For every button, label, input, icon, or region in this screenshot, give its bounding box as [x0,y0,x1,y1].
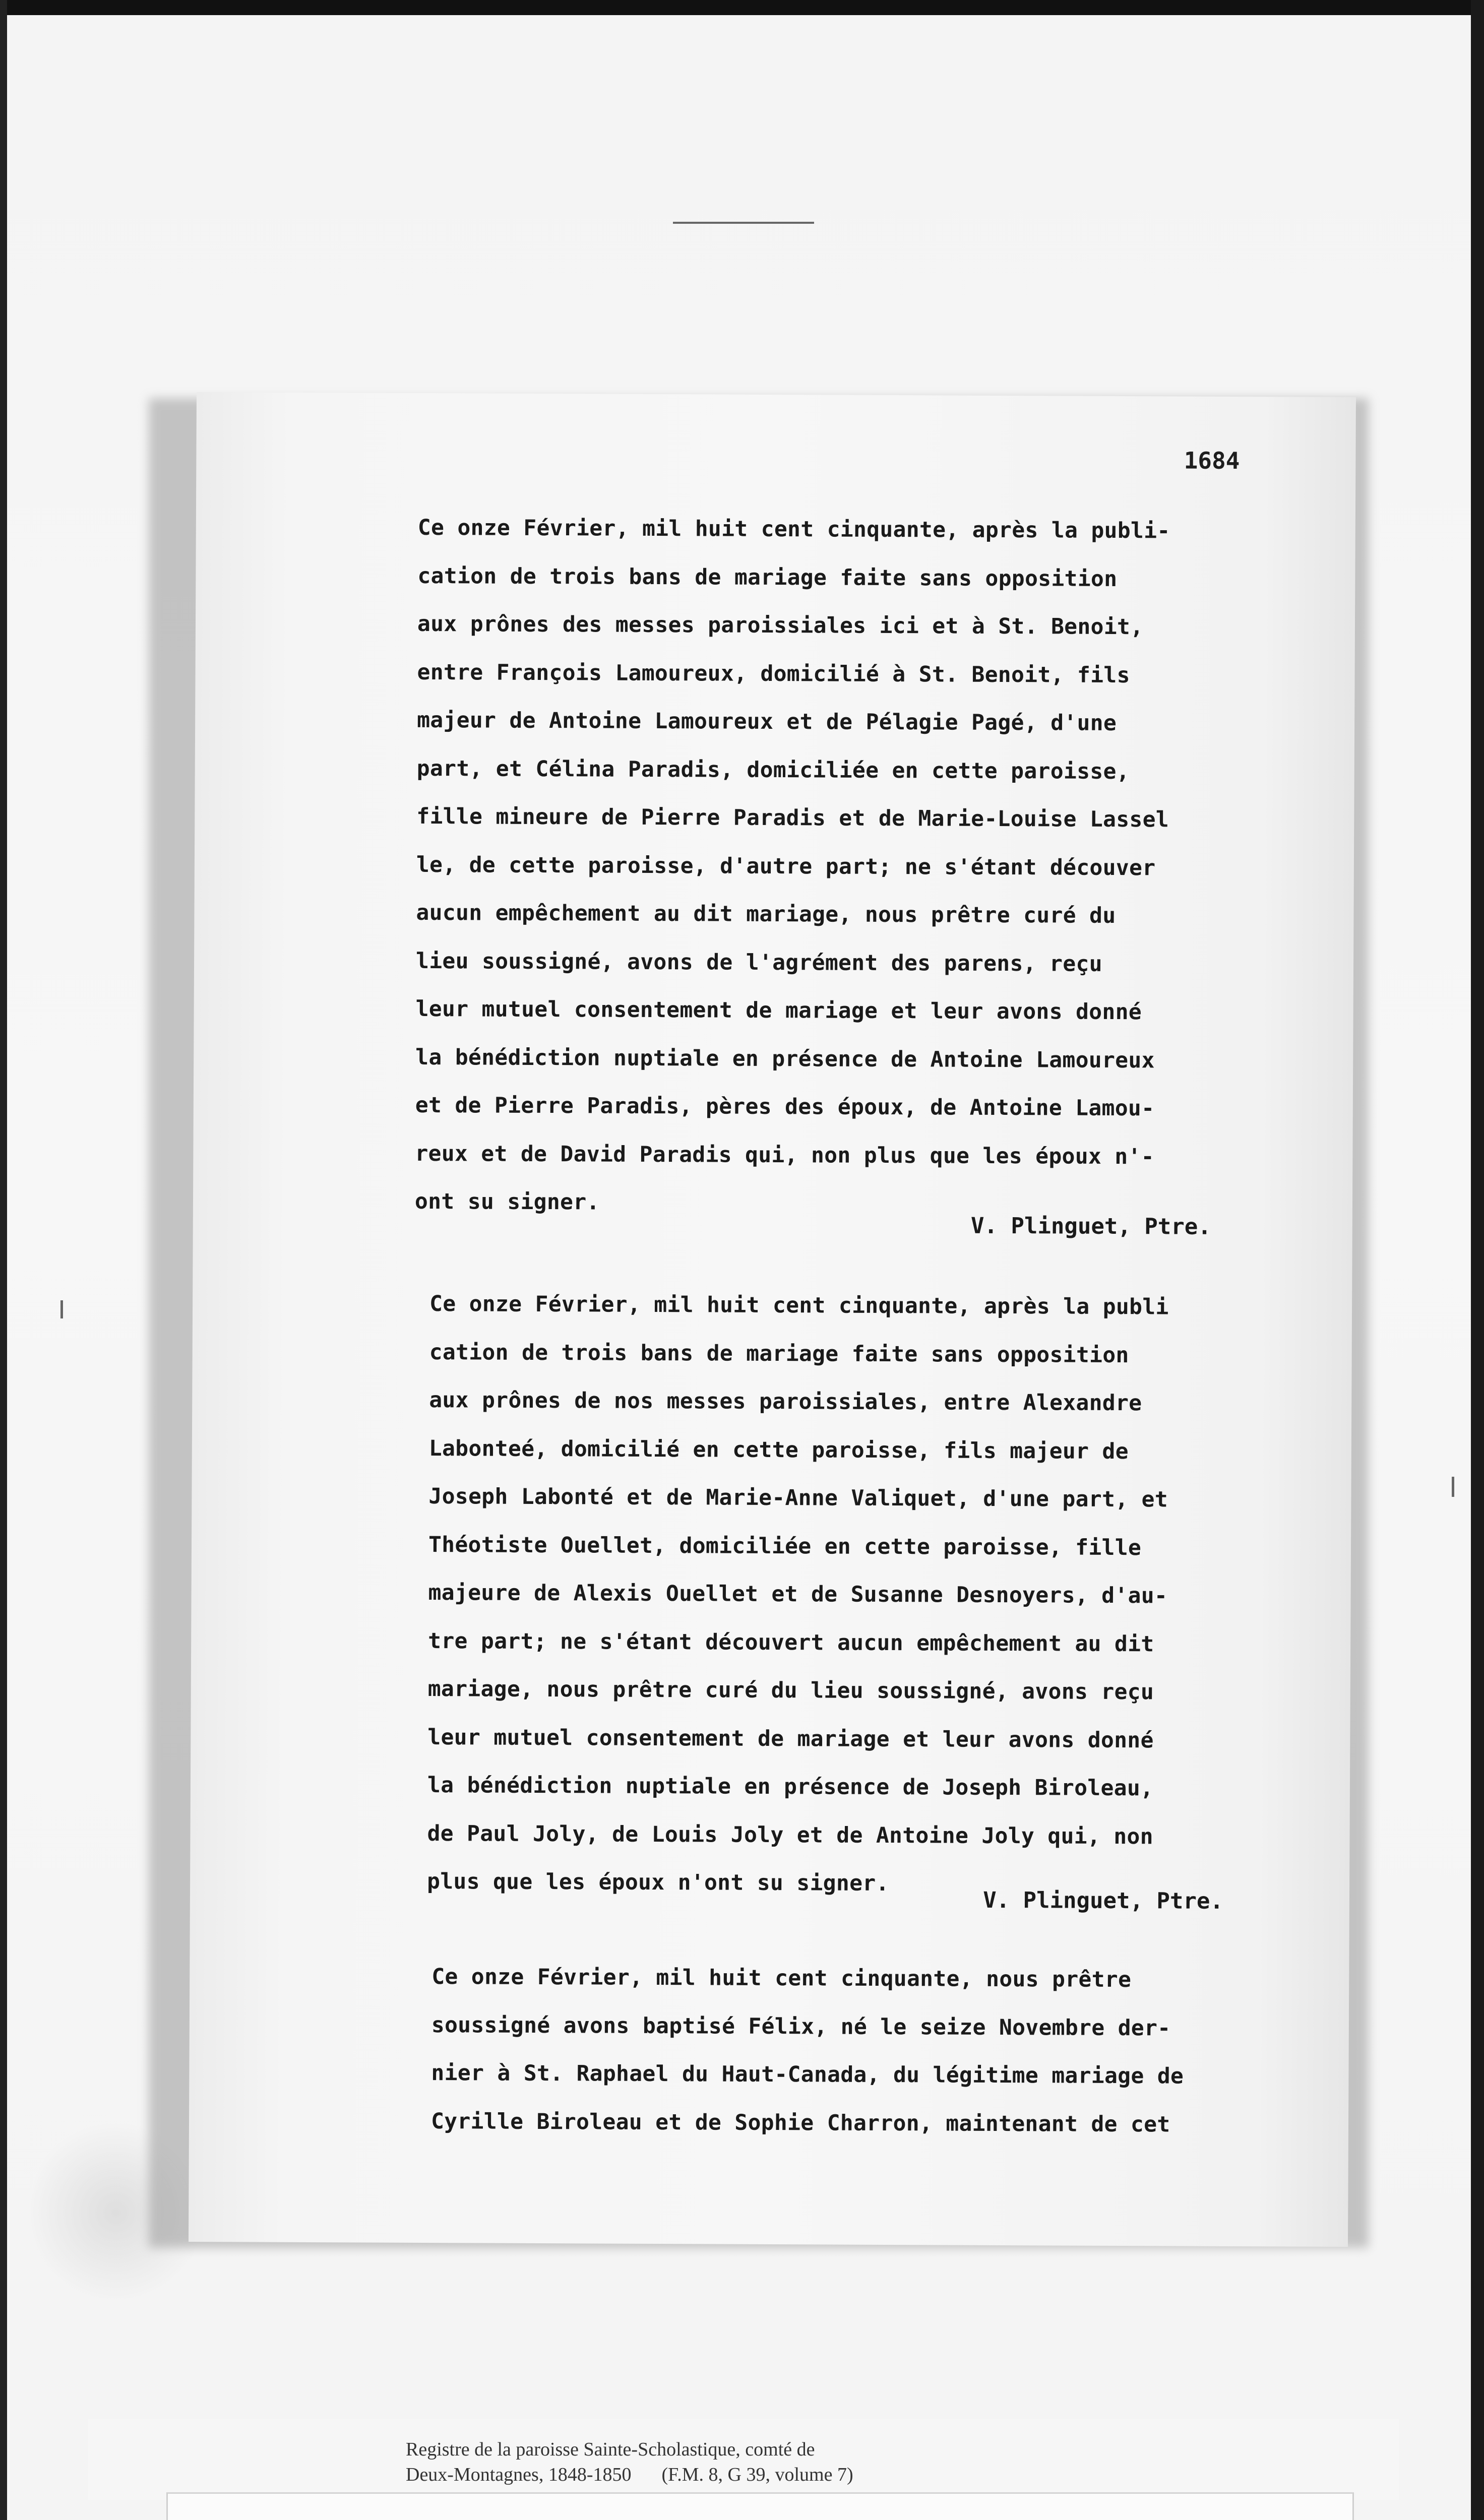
entry-line: nier à St. Raphael du Haut-Canada, du légitime mariage de [431,2060,1184,2089]
caption-line-2 [406,2462,853,2487]
entry-line: entre François Lamoureux, domicilié à St. Benoit, fils [417,659,1130,688]
entry-line: Ce onze Février, mil huit cent cinquante, après la publi [429,1291,1169,1320]
entry-line: majeur de Antoine Lamoureux et de Pélagie Pagé, d'une [417,707,1117,736]
entry-line: cation de trois bans de mariage faite sans opposition [417,563,1118,592]
entry-line: tre part; ne s'étant découvert aucun empêchement au dit [428,1628,1154,1657]
entry-line: Cyrille Biroleau et de Sophie Charron, maintenant de cet [430,2108,1170,2137]
entry-line: soussigné avons baptisé Félix, né le seize Novembre der- [431,2012,1171,2041]
entry-line: Ce onze Février, mil huit cent cinquante, après la publi- [417,515,1170,544]
entry-marriage-lamoureux [415,504,1305,1230]
entry-line: leur mutuel consentement de mariage et leur avons donné [415,996,1142,1025]
caption-location: Deux-Montagnes, 1848-1850 [406,2464,632,2485]
entry-line: Théotiste Ouellet, domiciliée en cette paroisse, fille [428,1532,1142,1560]
entry-line: ont su signer. [414,1188,600,1215]
entry-line: aux prônes des messes paroissiales ici et à St. Benoit, [417,611,1144,640]
entry-line: aucun empêchement au dit mariage, nous prêtre curé du [416,900,1116,928]
priest-signature: V. Plinguet, Ptre. [983,1887,1224,1914]
film-border-left [0,0,7,2520]
entry-line: part, et Célina Paradis, domiciliée en cette paroisse, [416,755,1130,784]
entry-line: la bénédiction nuptiale en présence de Antoine Lamoureux [415,1044,1155,1073]
entry-line: et de Pierre Paradis, pères des époux, de Antoine Lamou- [415,1092,1155,1121]
entry-line: lieu soussigné, avons de l'agrément des parens, reçu [415,948,1102,977]
entry-line: Labonteé, domicilié en cette paroisse, fils majeur de [428,1435,1129,1464]
entry-line: de Paul Joly, de Louis Joly et de Antoine Joly qui, non [427,1820,1153,1849]
archives-stamp-box [166,2492,1354,2520]
entry-line: aux prônes de nos messes paroissiales, entre Alexandre [429,1388,1142,1416]
entry-line: cation de trois bans de mariage faite sans opposition [429,1339,1129,1368]
entry-line: reux et de David Paradis qui, non plus que les époux n'- [415,1141,1155,1169]
entry-line: le, de cette paroisse, d'autre part; ne s'étant découver [416,852,1156,880]
caption-line-1: Registre de la paroisse Sainte-Scholastique, comté de [406,2439,815,2460]
entry-line: majeure de Alexis Ouellet et de Susanne Desnoyers, d'au- [428,1580,1168,1609]
entry-marriage-labonte [427,1280,1317,1910]
film-border-right [1471,0,1484,2520]
film-scratch [673,222,814,224]
entry-baptism-felix [431,1953,1319,2150]
entry-line: Joseph Labonté et de Marie-Anne Valiquet, d'une part, et [428,1484,1168,1513]
film-mark-right [1452,1477,1454,1497]
caption-reference: (F.M. 8, G 39, volume 7) [661,2464,853,2485]
register-page [189,392,1356,2247]
film-border-top [0,0,1484,15]
entry-line: la bénédiction nuptiale en présence de Joseph Biroleau, [427,1773,1154,1801]
page-number: 1684 [1184,447,1240,475]
entry-line: fille mineure de Pierre Paradis et de Marie-Louise Lassel [416,803,1169,833]
film-mark-left [60,1300,63,1318]
entry-line: plus que les époux n'ont su signer. [427,1869,889,1897]
entry-line: leur mutuel consentement de mariage et leur avons donné [427,1724,1154,1753]
priest-signature: V. Plinguet, Ptre. [970,1213,1211,1240]
source-caption [406,2437,853,2487]
entry-line: Ce onze Février, mil huit cent cinquante, nous prêtre [431,1964,1132,1993]
entry-line: mariage, nous prêtre curé du lieu soussigné, avons reçu [427,1676,1154,1705]
